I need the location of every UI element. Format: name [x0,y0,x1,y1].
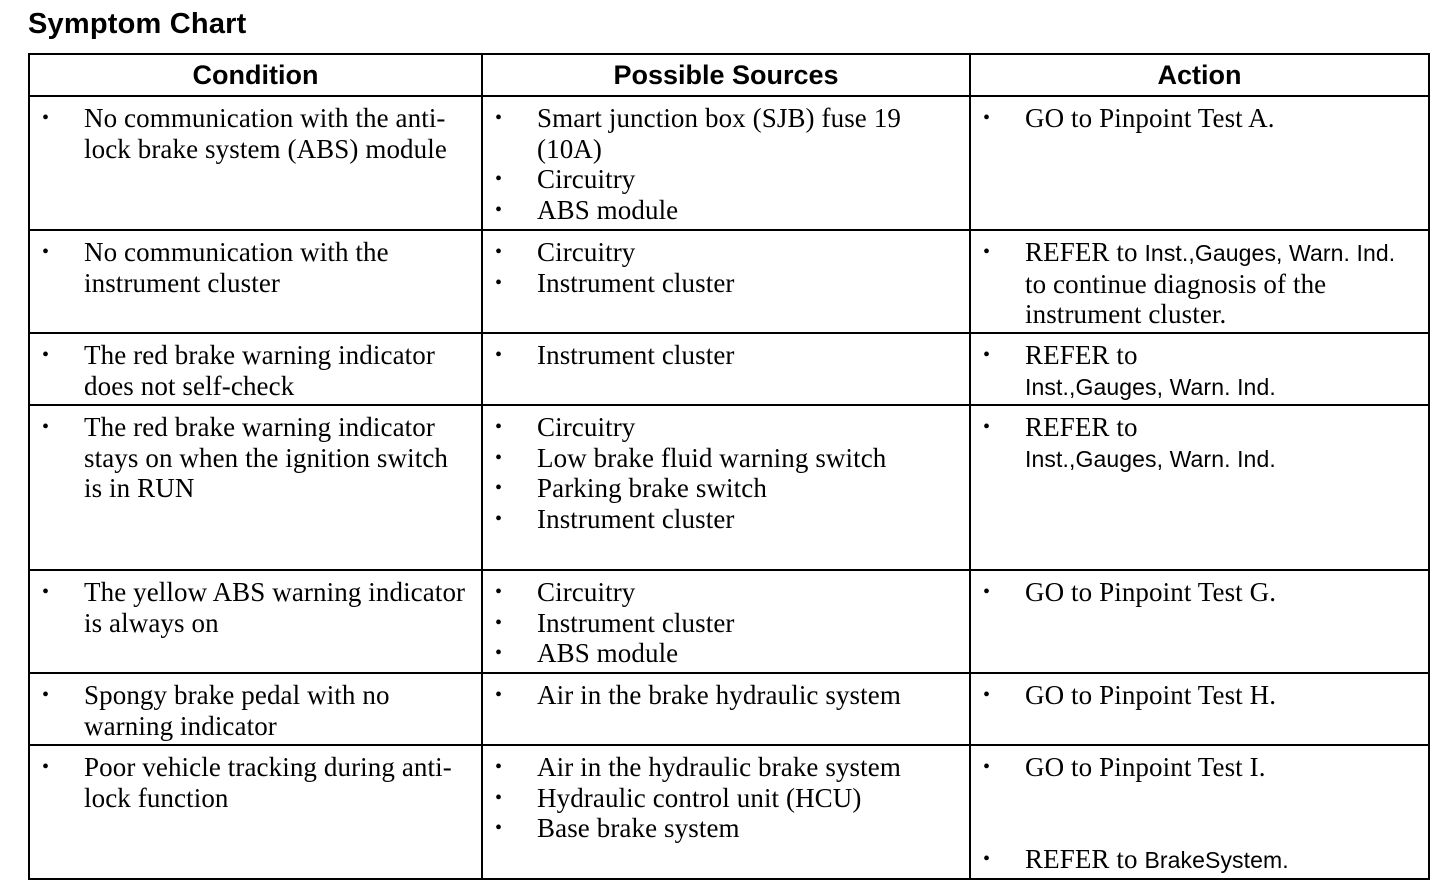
list-item: • ABS module [495,194,679,225]
table-row [29,745,1429,879]
action-text: GO to Pinpoint Test H. [1025,680,1277,710]
source-text: ABS module [537,638,679,668]
symptom-chart-table [28,53,1430,880]
condition-cell [29,745,482,879]
list-item: • Base brake system [495,813,740,843]
list-item: • Circuitry [495,237,636,267]
list-item: • Spongy brake pedal with no warning indicator [42,680,390,741]
list-item: • Instrument cluster [495,340,735,370]
condition-text: No communication with the instrument cluster [84,237,389,298]
list-item: • No communication with the anti-lock brake system (ABS) module [42,103,447,164]
list-item: • GO to Pinpoint Test A. [983,103,1275,133]
reference-link[interactable]: BrakeSystem. [1144,846,1289,873]
action-cell [970,673,1429,745]
condition-text: Spongy brake pedal with no warning indicator [84,680,390,741]
list-item: • REFER to Inst.,Gauges, Warn. Ind. [983,340,1276,400]
action-text: REFER to [1025,340,1138,370]
table-row [29,673,1429,745]
action-text: GO to Pinpoint Test G. [1025,577,1277,607]
list-item: • Instrument cluster [495,607,735,638]
source-text: Circuitry [537,164,636,194]
header-possible-sources: Possible Sources [482,54,970,96]
source-text: Circuitry [537,412,636,442]
condition-text: The red brake warning indicator does not self-check [84,340,435,401]
page-title: Symptom Chart [28,8,247,40]
sources-cell [482,745,970,879]
list-item: • No communication with the instrument cluster [42,237,389,298]
list-item: • The red brake warning indicator stays on when the ignition switch is in RUN [42,412,449,503]
action-cell [970,230,1429,333]
sources-cell [482,570,970,673]
list-item: • ABS module [495,638,679,668]
source-text: Air in the brake hydraulic system [537,680,901,710]
list-item: • REFER to Inst.,Gauges, Warn. Ind. to continue diagnosis of the instrument cluster. [983,237,1396,329]
list-item: • Circuitry [495,164,636,194]
list-item: • Instrument cluster [495,267,735,298]
list-item: • GO to Pinpoint Test I. [983,752,1266,782]
action-text-after: to continue diagnosis of the instrument cluster. [1025,268,1327,329]
reference-link[interactable]: Inst.,Gauges, Warn. Ind. [1025,373,1276,400]
condition-text: No communication with the anti-lock brake system (ABS) module [84,103,447,164]
action-text: GO to Pinpoint Test A. [1025,103,1275,133]
action-text: REFER to [1025,412,1138,442]
source-text: Circuitry [537,577,636,607]
list-item: • The yellow ABS warning indicator is always on [42,577,466,638]
source-text: Instrument cluster [537,267,735,298]
list-item: • Instrument cluster [495,503,735,534]
source-text: Air in the hydraulic brake system [537,752,901,782]
list-item: • Poor vehicle tracking during anti-lock function [42,752,452,813]
action-text: REFER to [1025,843,1138,874]
condition-text: The red brake warning indicator stays on when the ignition switch is in RUN [84,412,449,503]
action-cell [970,405,1429,570]
action-cell [970,333,1429,405]
reference-link[interactable]: Inst.,Gauges, Warn. Ind. [1144,240,1396,266]
list-item: • REFER to Inst.,Gauges, Warn. Ind. [983,412,1276,472]
sources-cell [482,333,970,405]
condition-text: The yellow ABS warning indicator is always on [84,577,466,638]
action-cell [970,745,1429,879]
list-item: • REFER to BrakeSystem. [983,843,1289,874]
list-item: • GO to Pinpoint Test G. [983,577,1277,607]
list-item: • The red brake warning indicator does not self-check [42,340,435,401]
condition-text: Poor vehicle tracking during anti-lock function [84,752,452,813]
source-text: ABS module [537,194,679,225]
list-item: • Circuitry [495,412,636,442]
source-text: Hydraulic control unit (HCU) [537,782,862,813]
table-row [29,96,1429,230]
source-text: Base brake system [537,813,740,843]
condition-cell [29,673,482,745]
list-item: • Circuitry [495,577,636,607]
action-text: GO to Pinpoint Test I. [1025,752,1266,782]
source-text: Smart junction box (SJB) fuse 19 (10A) [537,103,901,164]
header-condition: Condition [29,54,482,96]
source-text: Circuitry [537,237,636,267]
sources-cell [482,230,970,333]
list-item: • Smart junction box (SJB) fuse 19 (10A) [495,103,901,164]
list-item: • Air in the brake hydraulic system [495,680,901,710]
table-row [29,570,1429,673]
sources-cell [482,673,970,745]
list-item: • Air in the hydraulic brake system [495,752,901,782]
table-row [29,333,1429,405]
list-item: • Parking brake switch [495,473,767,503]
source-text: Low brake fluid warning switch [537,442,887,473]
condition-cell [29,570,482,673]
table-header-row [29,54,1429,96]
list-item: • Low brake fluid warning switch [495,442,887,473]
source-text: Instrument cluster [537,503,735,534]
list-item: • GO to Pinpoint Test H. [983,680,1277,710]
source-text: Parking brake switch [537,473,767,503]
condition-cell [29,405,482,570]
action-cell [970,96,1429,230]
table-row [29,230,1429,333]
sources-cell [482,405,970,570]
action-cell [970,570,1429,673]
table-row [29,405,1429,570]
list-item: • Hydraulic control unit (HCU) [495,782,862,813]
header-action: Action [970,54,1429,96]
source-text: Instrument cluster [537,607,735,638]
condition-cell [29,96,482,230]
condition-cell [29,230,482,333]
sources-cell [482,96,970,230]
action-text: REFER to [1025,237,1138,267]
reference-link[interactable]: Inst.,Gauges, Warn. Ind. [1025,445,1276,472]
source-text: Instrument cluster [537,340,735,370]
condition-cell [29,333,482,405]
